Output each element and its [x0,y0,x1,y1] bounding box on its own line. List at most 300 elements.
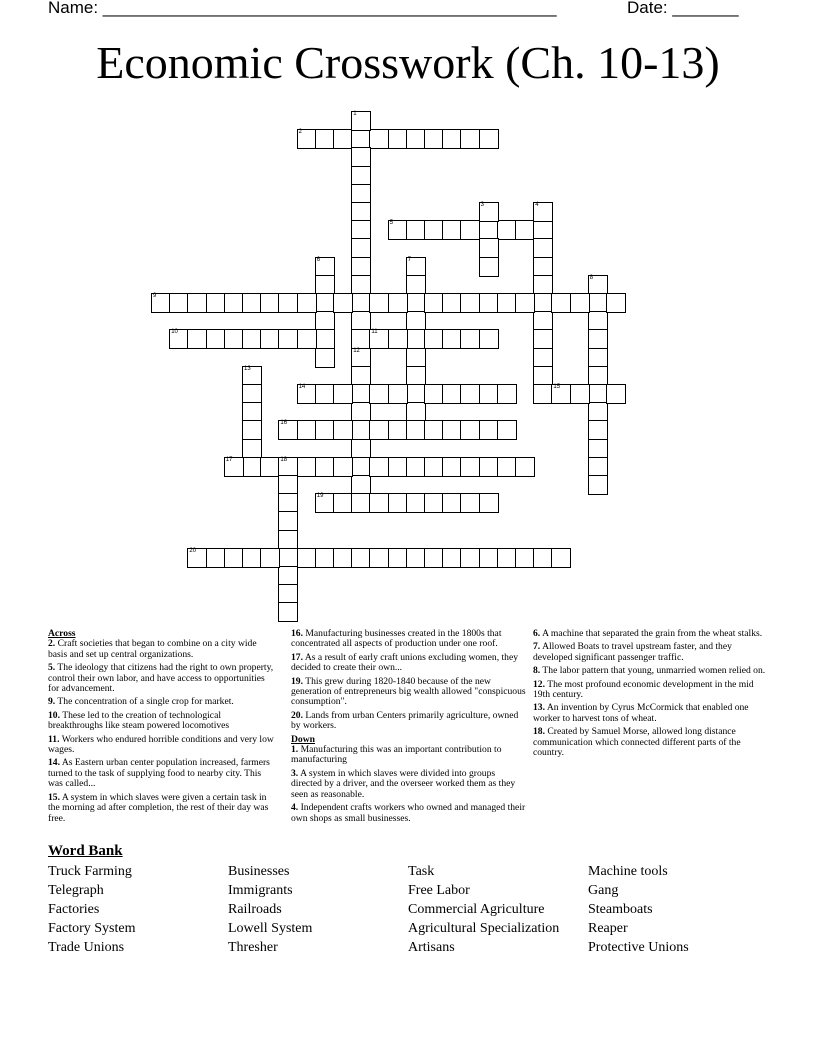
crossword-cell[interactable] [460,548,480,568]
crossword-cell[interactable] [315,548,335,568]
crossword-cell[interactable] [315,329,335,349]
crossword-cell[interactable] [388,420,408,440]
word-bank-title: Word Bank [48,843,123,859]
clue-number-label: 2 [298,129,302,136]
clue-number-label: 19 [316,493,324,500]
clue-item [533,629,773,639]
crossword-cell[interactable] [369,384,389,404]
crossword-cell[interactable] [406,129,426,149]
crossword-cell[interactable] [497,384,517,404]
clue-number-label: 16 [280,420,288,427]
word-bank-item: Free Labor [408,883,470,898]
crossword-cell[interactable] [442,420,462,440]
clue-text: Craft societies that began to combine on a city wide basis and set up central organizations. [48,638,257,660]
crossword-cell[interactable] [442,329,462,349]
clue-number-label: 13 [244,365,251,372]
crossword-cell[interactable] [388,293,408,313]
clue-text: Created by Samuel Morse, allowed long distance communication which connected different parts of the country. [533,726,741,759]
crossword-cell[interactable] [242,402,262,422]
word-bank-item: Businesses [228,864,290,879]
word-bank-item: Telegraph [48,883,104,898]
clue-item [48,758,276,789]
crossword-cell[interactable] [351,366,371,386]
crossword-cell[interactable] [588,348,608,368]
crossword-cell[interactable] [369,329,389,349]
crossword-cell[interactable] [297,457,317,477]
clue-number: 10. [48,709,60,721]
crossword-cell[interactable] [424,420,444,440]
clue-text: Manufacturing this was an important contribution to manufacturing [291,744,502,766]
crossword-cell[interactable] [169,293,189,313]
crossword-cell[interactable] [297,384,317,404]
crossword-cell[interactable] [442,129,462,149]
clue-number: 16. [291,628,303,639]
clue-number: 13. [533,702,545,714]
crossword-cell[interactable] [297,420,317,440]
clue-number: 14. [48,757,60,769]
crossword-cell[interactable] [406,329,426,349]
crossword-cell[interactable] [388,493,408,513]
crossword-cell[interactable] [333,457,353,477]
crossword-cell[interactable] [242,329,262,349]
crossword-cell[interactable] [460,220,480,240]
crossword-cell[interactable] [388,548,408,568]
crossword-cell[interactable] [351,238,371,258]
crossword-cell[interactable] [388,384,408,404]
crossword-cell[interactable] [479,420,499,440]
crossword-cell[interactable] [479,238,499,258]
crossword-cell[interactable] [424,329,444,349]
crossword-cell[interactable] [278,475,298,495]
crossword-cell[interactable] [351,293,371,313]
crossword-cell[interactable] [497,293,517,313]
clue-number: 1. [291,744,299,756]
crossword-cell[interactable] [588,420,608,440]
clue-item [533,727,773,758]
crossword-cell[interactable] [351,420,371,440]
clue-number-label: 8 [589,274,594,281]
clue-number: 9. [48,696,56,708]
crossword-cell[interactable] [315,348,335,368]
crossword-cell[interactable] [206,548,226,568]
down-heading: Down [291,733,315,745]
crossword-cell[interactable] [533,348,553,368]
crossword-cell[interactable] [333,548,353,568]
crossword-cell[interactable] [533,366,553,386]
crossword-cell[interactable] [242,366,262,386]
clue-number: 4. [291,802,299,814]
word-bank-column-1 [48,862,136,957]
clue-number-label: 10 [171,329,178,336]
crossword-cell[interactable] [533,293,553,313]
clue-number-label: 14 [298,384,306,390]
crossword-cell[interactable] [351,329,371,349]
crossword-cell[interactable] [151,293,171,313]
clue-number-label: 20 [189,547,197,554]
crossword-cell[interactable] [187,548,207,568]
crossword-cell[interactable] [588,384,608,404]
crossword-cell[interactable] [242,457,262,477]
crossword-cell[interactable] [442,548,462,568]
word-bank-column-2 [228,862,312,957]
crossword-cell[interactable] [515,293,535,313]
crossword-cell[interactable] [570,384,590,404]
crossword-cell[interactable] [333,420,353,440]
crossword-cell[interactable] [242,384,262,404]
crossword-cell[interactable] [224,329,244,349]
word-bank-item: Reaper [588,921,628,936]
clue-number: 7. [533,641,541,653]
crossword-cell[interactable] [551,548,571,568]
crossword-cell[interactable] [606,384,626,404]
word-bank-item: Railroads [228,902,282,917]
crossword-cell[interactable] [479,457,499,477]
word-bank-item: Steamboats [588,902,653,917]
crossword-cell[interactable] [278,511,298,531]
clue-number-label: 15 [553,384,561,390]
clue-number-label: 4 [535,202,539,208]
clue-item [533,666,773,676]
crossword-cell[interactable] [588,475,608,495]
crossword-cell[interactable] [515,548,535,568]
crossword-cell[interactable] [278,329,298,349]
crossword-cell[interactable] [388,220,408,240]
crossword-cell[interactable] [460,420,480,440]
crossword-cell[interactable] [242,420,262,440]
crossword-cell[interactable] [333,493,353,513]
crossword-cell[interactable] [187,329,207,349]
crossword-cell[interactable] [406,293,426,313]
crossword-cell[interactable] [442,457,462,477]
crossword-cell[interactable] [388,457,408,477]
crossword-cell[interactable] [424,548,444,568]
clue-text: A system in which slaves were given a certain task in the morning ad after completion, the rest of their day was free. [48,791,269,824]
crossword-cell[interactable] [442,220,462,240]
word-bank-item: Truck Farming [48,864,132,879]
clue-item [291,769,527,800]
crossword-cell[interactable] [406,311,426,331]
clue-item [291,629,527,650]
word-bank-column-4 [588,862,689,957]
clue-number-label: 1 [353,111,357,117]
crossword-cell[interactable] [315,457,335,477]
crossword-cell[interactable] [351,402,371,422]
crossword-cell[interactable] [351,202,371,222]
clue-text: An invention by Cyrus McCormick that enabled one worker to harvest tons of wheat. [533,702,749,724]
crossword-cell[interactable] [351,220,371,240]
crossword-cell[interactable] [351,184,371,204]
crossword-cell[interactable] [406,420,426,440]
crossword-cell[interactable] [297,329,317,349]
crossword-cell[interactable] [406,348,426,368]
crossword-cell[interactable] [315,384,335,404]
crossword-cell[interactable] [242,293,262,313]
crossword-cell[interactable] [315,311,335,331]
crossword-cell[interactable] [297,293,317,313]
clue-number-label: 6 [316,256,321,263]
clue-text: The concentration of a single crop for market. [55,696,234,708]
word-bank-item: Immigrants [228,883,293,898]
crossword-cell[interactable] [206,329,226,349]
clue-item [48,663,276,694]
crossword-cell[interactable] [588,439,608,459]
word-bank-item: Thresher [228,940,278,955]
crossword-cell[interactable] [351,166,371,186]
crossword-cell[interactable] [369,293,389,313]
crossword-cell[interactable] [369,493,389,513]
crossword-cell[interactable] [278,293,298,313]
crossword-cell[interactable] [278,530,298,550]
crossword-cell[interactable] [278,493,298,513]
clue-number-label: 11 [371,329,378,336]
crossword-cell[interactable] [460,129,480,149]
crossword-cell[interactable] [406,220,426,240]
crossword-cell[interactable] [260,293,280,313]
clue-item [48,793,276,824]
clue-text: A machine that separated the grain from the wheat stalks. [540,628,763,639]
crossword-cell[interactable] [260,548,280,568]
crossword-cell[interactable] [479,493,499,513]
crossword-cell[interactable] [206,293,226,313]
crossword-cell[interactable] [479,329,499,349]
clue-number-label: 12 [353,347,360,354]
crossword-cell[interactable] [424,129,444,149]
crossword-cell[interactable] [187,293,207,313]
clue-number: 15. [48,791,60,803]
crossword-cell[interactable] [460,293,480,313]
crossword-cell[interactable] [315,420,335,440]
crossword-cell[interactable] [533,329,553,349]
date-field-label: Date: _______ [627,0,739,17]
crossword-cell[interactable] [533,311,553,331]
clue-text: Manufacturing businesses created in the 1800s that concentrated all aspects of production under one roof. [291,628,502,650]
clue-number: 19. [291,675,303,687]
crossword-cell[interactable] [406,366,426,386]
crossword-cell[interactable] [479,384,499,404]
crossword-cell[interactable] [479,220,499,240]
crossword-cell[interactable] [533,257,553,277]
crossword-cell[interactable] [479,257,499,277]
clue-number-label: 18 [280,456,288,463]
word-bank-item: Artisans [408,940,455,955]
crossword-cell[interactable] [333,129,353,149]
crossword-cell[interactable] [497,457,517,477]
crossword-cell[interactable] [369,548,389,568]
crossword-cell[interactable] [260,457,280,477]
crossword-cell[interactable] [497,548,517,568]
name-field-label: Name: ________________________________________________ [48,0,557,17]
crossword-cell[interactable] [224,293,244,313]
clue-item [533,703,773,724]
crossword-cell[interactable] [333,384,353,404]
crossword-cell[interactable] [369,129,389,149]
word-bank-item: Factories [48,902,100,917]
word-bank-item: Trade Unions [48,940,125,955]
crossword-cell[interactable] [515,457,535,477]
crossword-cell[interactable] [351,257,371,277]
crossword-cell[interactable] [297,129,317,149]
clue-number-label: 9 [153,293,157,299]
crossword-cell[interactable] [533,220,553,240]
crossword-cell[interactable] [406,548,426,568]
crossword-cell[interactable] [315,129,335,149]
crossword-cell[interactable] [424,493,444,513]
crossword-cell[interactable] [351,475,371,495]
clue-item [48,711,276,732]
word-bank-item: Factory System [48,921,136,936]
clue-text: As a result of early craft unions excluding women, they decided to create their own... [291,651,519,674]
crossword-cell[interactable] [533,238,553,258]
crossword-cell[interactable] [224,548,244,568]
crossword-cell[interactable] [351,493,371,513]
crossword-cell[interactable] [278,420,298,440]
clue-text: The most profound economic development in the mid 19th century. [533,678,754,701]
crossword-cell[interactable] [479,202,499,222]
crossword-cell[interactable] [479,548,499,568]
crossword-cell[interactable] [588,311,608,331]
crossword-cell[interactable] [278,602,298,622]
clue-number: 5. [48,662,56,674]
crossword-cell[interactable] [351,311,371,331]
crossword-cell[interactable] [369,457,389,477]
crossword-cell[interactable] [406,257,426,277]
clue-item [291,653,527,674]
clue-number: 6. [533,628,541,639]
crossword-cell[interactable] [424,220,444,240]
clue-text: As Eastern urban center population increased, farmers turned to the task of supplying food to nearby city. This was called... [48,757,270,790]
crossword-cell[interactable] [606,293,626,313]
clue-item [48,735,276,756]
crossword-cell[interactable] [460,329,480,349]
crossword-cell[interactable] [351,348,371,368]
crossword-cell[interactable] [351,129,371,149]
crossword-cell[interactable] [424,293,444,313]
crossword-cell[interactable] [479,293,499,313]
crossword-cell[interactable] [460,384,480,404]
crossword-cell[interactable] [406,493,426,513]
clue-text: Independent crafts workers who owned and managed their own shops as small businesses. [291,802,526,824]
crossword-cell[interactable] [588,457,608,477]
clue-number: 20. [291,709,303,721]
crossword-cell[interactable] [588,275,608,295]
crossword-cell[interactable] [424,384,444,404]
clue-item [291,711,527,732]
crossword-cell[interactable] [460,457,480,477]
crossword-cell[interactable] [533,202,553,222]
crossword-cell[interactable] [242,439,262,459]
clues-column-3 [533,629,773,761]
crossword-cell[interactable] [315,293,335,313]
crossword-cell[interactable] [333,293,353,313]
clue-number: 17. [291,651,303,663]
crossword-cell[interactable] [533,275,553,295]
crossword-cell[interactable] [497,420,517,440]
crossword-cell[interactable] [297,548,317,568]
crossword-cell[interactable] [351,147,371,167]
across-heading: Across [48,628,76,639]
crossword-cell[interactable] [369,420,389,440]
crossword-cell[interactable] [570,293,590,313]
clue-text: Workers who endured horrible conditions and very low wages. [48,733,274,756]
crossword-cell[interactable] [278,584,298,604]
word-bank-item: Agricultural Specialization [408,921,560,936]
clue-text: The ideology that citizens had the right to own property, control their own labor, and have access to opportunities for advancement. [48,662,274,695]
clue-number: 8. [533,665,541,677]
crossword-cell[interactable] [588,402,608,422]
word-bank-item: Machine tools [588,864,668,879]
crossword-cell[interactable] [588,366,608,386]
clue-item [533,680,773,701]
crossword-cell[interactable] [551,384,571,404]
crossword-cell[interactable] [479,129,499,149]
clue-item [48,639,276,660]
crossword-cell[interactable] [315,493,335,513]
crossword-cell[interactable] [224,457,244,477]
crossword-cell[interactable] [260,329,280,349]
crossword-cell[interactable] [315,275,335,295]
crossword-cell[interactable] [351,111,371,131]
crossword-cell[interactable] [442,293,462,313]
clue-item [291,745,527,766]
crossword-cell[interactable] [442,493,462,513]
clue-number-label: 17 [225,456,233,463]
crossword-cell[interactable] [351,439,371,459]
crossword-cell[interactable] [242,548,262,568]
clue-number-label: 5 [389,220,393,227]
clue-number: 11. [48,733,60,745]
word-bank-item: Protective Unions [588,940,689,955]
crossword-cell[interactable] [278,566,298,586]
crossword-cell[interactable] [169,329,189,349]
clue-text: Lands from urban Centers primarily agriculture, owned by workers. [291,709,519,732]
crossword-cell[interactable] [424,457,444,477]
clue-text: A system in which slaves were divided into groups directed by a driver, and the overseer worked them as they seen as reasonable. [291,767,516,800]
crossword-cell[interactable] [588,293,608,313]
crossword-cell[interactable] [351,275,371,295]
word-bank-item: Lowell System [228,921,313,936]
crossword-cell[interactable] [406,275,426,295]
crossword-cell[interactable] [406,457,426,477]
crossword-cell[interactable] [278,457,298,477]
clue-number: 18. [533,726,545,738]
crossword-cell[interactable] [533,548,553,568]
crossword-cell[interactable] [315,257,335,277]
clue-item [48,697,276,707]
word-bank-item: Gang [588,883,619,898]
crossword-cell[interactable] [278,548,298,568]
crossword-cell[interactable] [351,548,371,568]
crossword-cell[interactable] [551,293,571,313]
crossword-cell[interactable] [406,384,426,404]
crossword-cell[interactable] [460,493,480,513]
crossword-cell[interactable] [388,329,408,349]
crossword-cell[interactable] [442,384,462,404]
clues-column-1 [48,629,276,827]
crossword-cell[interactable] [406,402,426,422]
crossword-cell[interactable] [533,384,553,404]
crossword-cell[interactable] [588,329,608,349]
crossword-cell[interactable] [497,220,517,240]
clue-number-label: 7 [407,256,412,263]
clue-item [291,677,527,708]
crossword-cell[interactable] [351,457,371,477]
page-title: Economic Crosswork (Ch. 10-13) [96,37,720,88]
clue-number: 3. [291,767,299,779]
crossword-cell[interactable] [388,129,408,149]
clue-item [533,642,773,663]
crossword-cell[interactable] [515,220,535,240]
crossword-cell[interactable] [351,384,371,404]
